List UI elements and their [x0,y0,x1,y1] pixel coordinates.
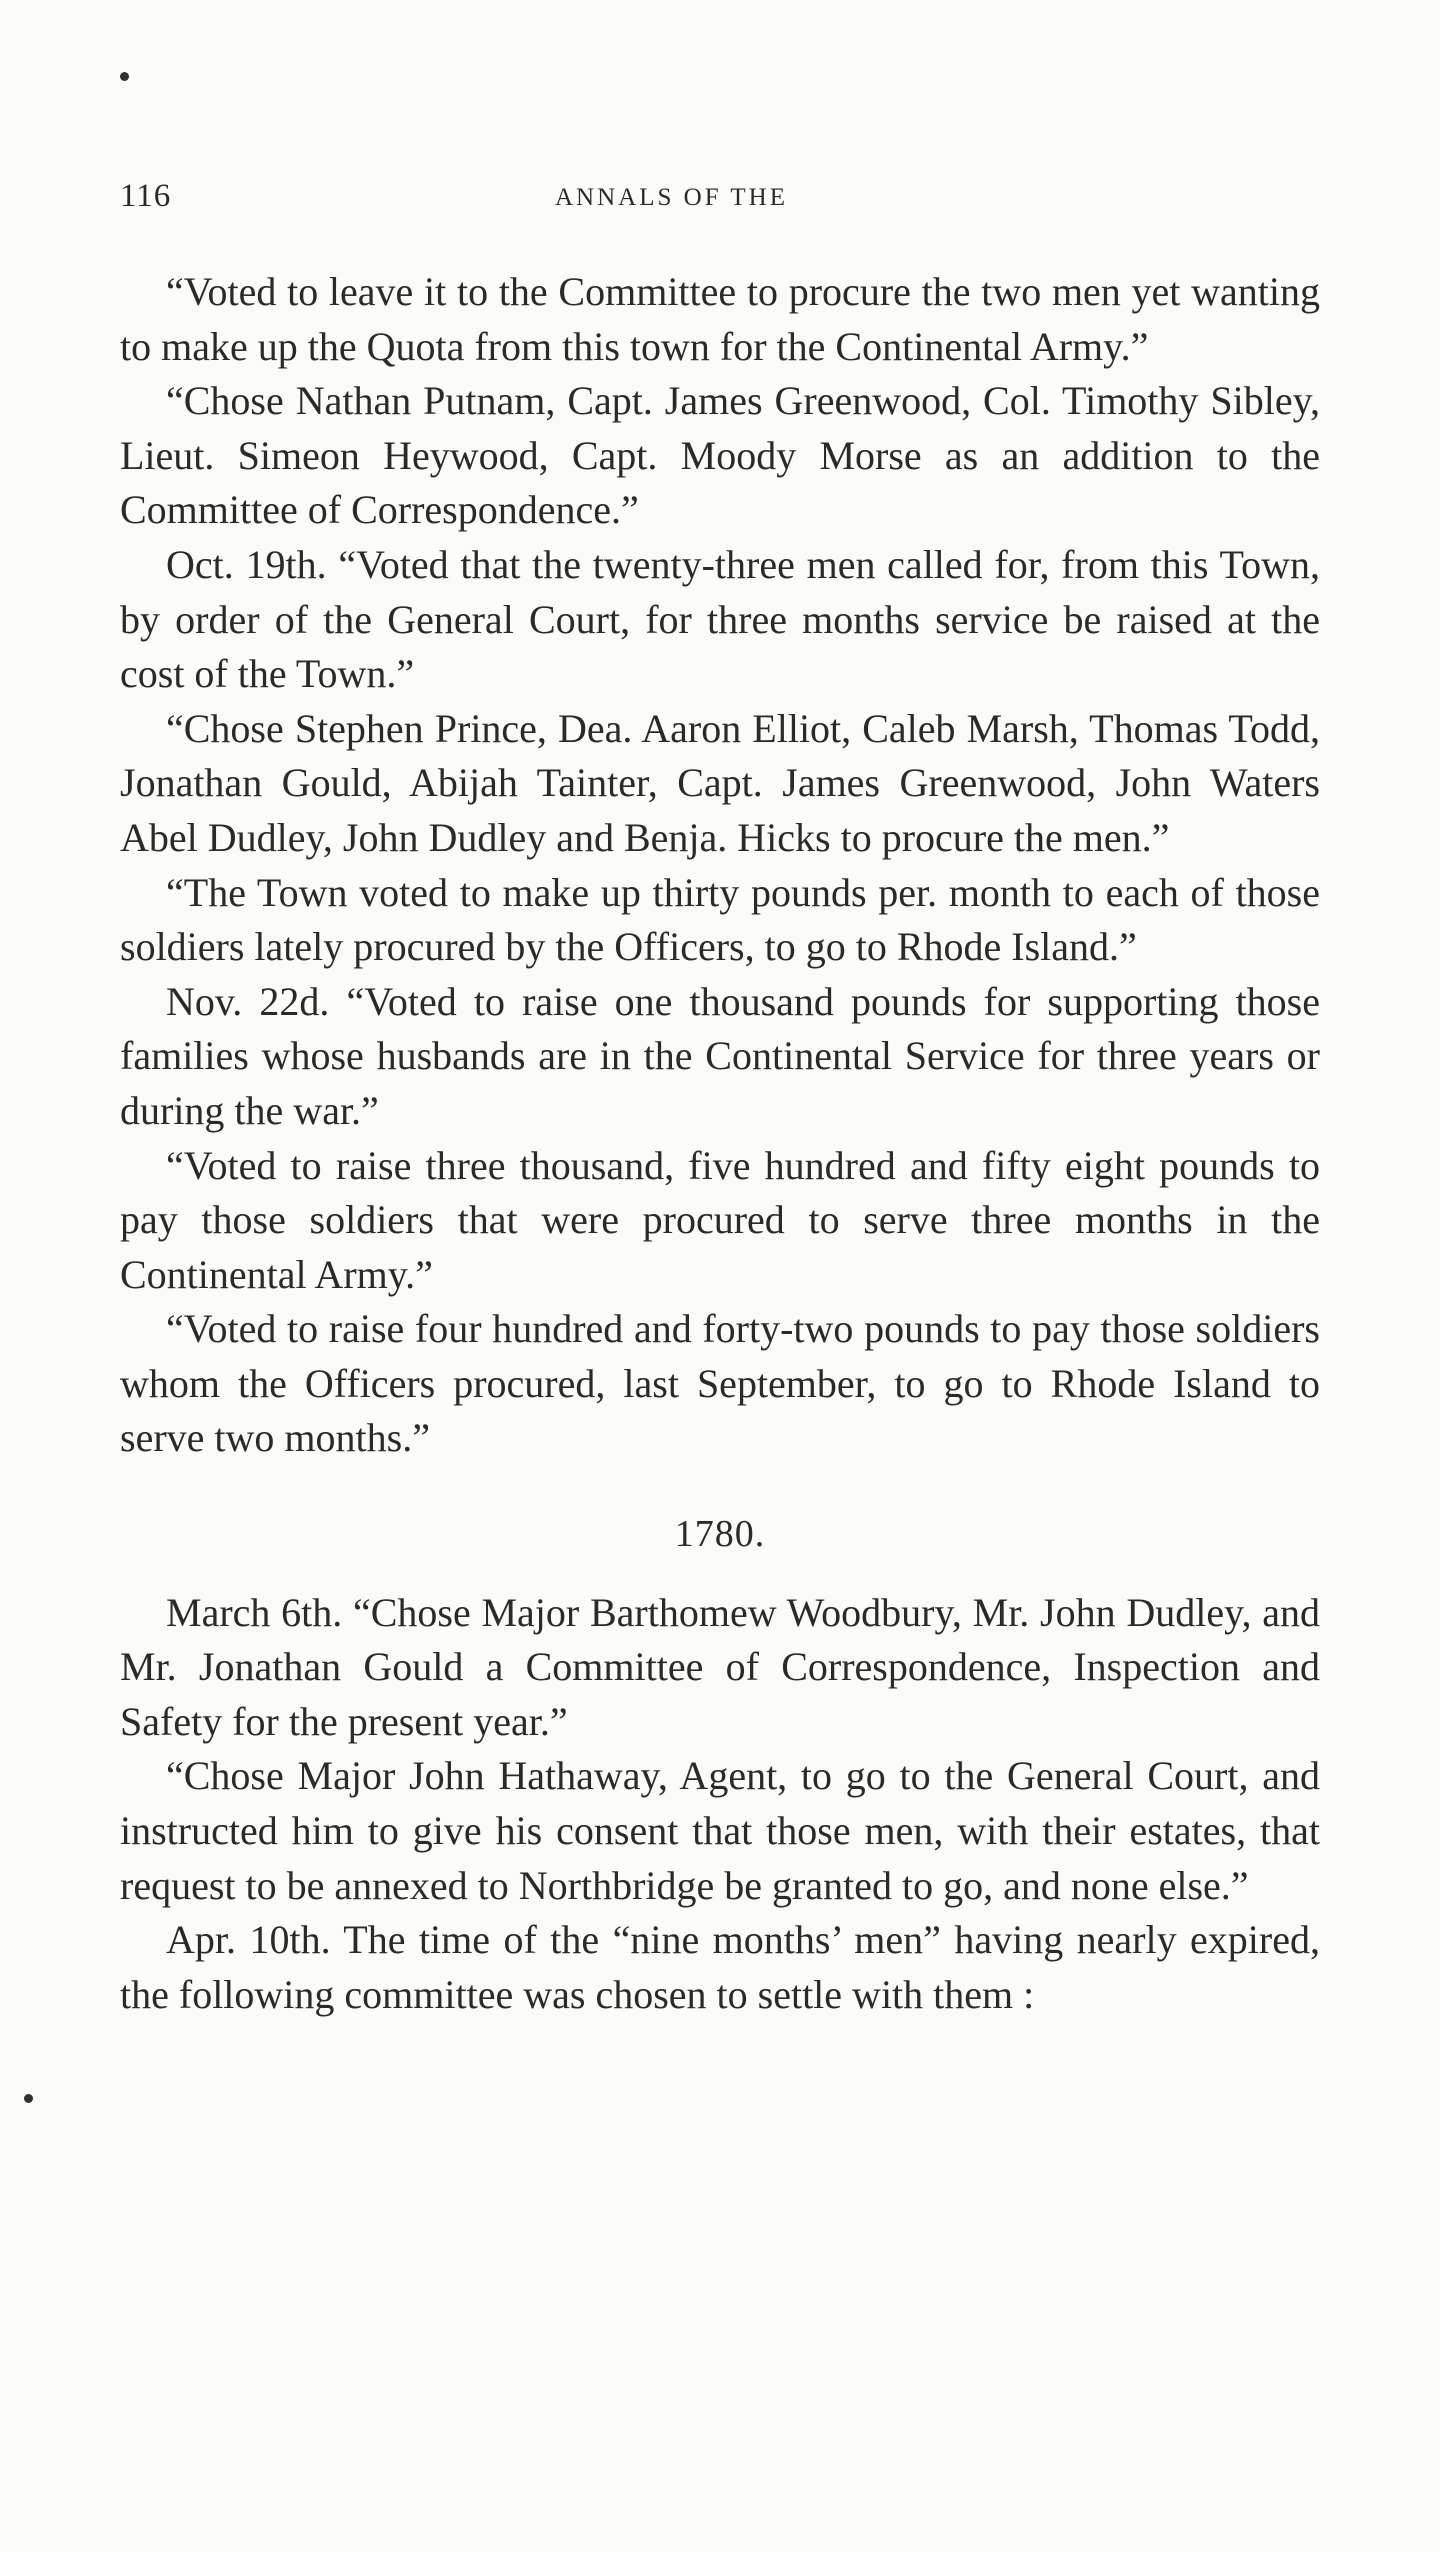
paragraph: March 6th. “Chose Major Barthomew Woodbury, Mr. John Dudley, and Mr. Jonathan Gould a Committee of Correspondence, Inspection and Safety for the present year.” [120,1589,1320,1744]
ink-speck [120,72,129,81]
running-title: ANNALS OF THE [555,184,788,211]
paragraph: “Voted to leave it to the Committee to procure the two men yet wanting to make up the Quota from this town for the Continental Army.” [120,269,1320,369]
paragraph: “Chose Stephen Prince, Dea. Aaron Elliot, Caleb Marsh, Thomas Todd, Jonathan Gould, Abijah Tainter, Capt. James Greenwood, John Waters Abel Dudley, John Dudley and Benja. Hicks to procure the men.” [120,705,1320,860]
paragraph: Apr. 10th. The time of the “nine months’ men” having nearly expired, the following committee was chosen to settle with them : [120,1917,1320,2017]
paragraph: Nov. 22d. “Voted to raise one thousand pounds for supporting those families whose husbands are in the Continental Service for three years or during the war.” [120,978,1320,1133]
running-head [120,178,1320,228]
paragraph: “Voted to raise four hundred and forty-two pounds to pay those soldiers whom the Officers procured, last September, to go to Rhode Island to serve two months.” [120,1306,1320,1461]
paragraph: “The Town voted to make up thirty pounds per. month to each of those soldiers lately procured by the Officers, to go to Rhode Island.” [120,869,1320,970]
year-heading: 1780. [674,1513,766,1556]
ink-speck [24,2094,33,2103]
paragraph: “Chose Major John Hathaway, Agent, to go to the General Court, and instructed him to give his consent that those men, with their estates, that request to be annexed to Northbridge be granted to go, and none else.” [120,1753,1320,1908]
paragraph: “Voted to raise three thousand, five hundred and fifty eight pounds to pay those soldiers that were procured to serve three months in the Continental Army.” [120,1142,1320,1297]
paragraph: Oct. 19th. “Voted that the twenty-three men called for, from this Town, by order of the General Court, for three months service be raised at the cost of the Town.” [120,541,1320,697]
body-text [120,265,1320,2022]
page-number: 116 [120,178,172,214]
paragraph: “Chose Nathan Putnam, Capt. James Greenwood, Col. Timothy Sibley, Lieut. Simeon Heywood, Capt. Moody Morse as an addition to the Committee of Correspondence.” [120,378,1320,533]
